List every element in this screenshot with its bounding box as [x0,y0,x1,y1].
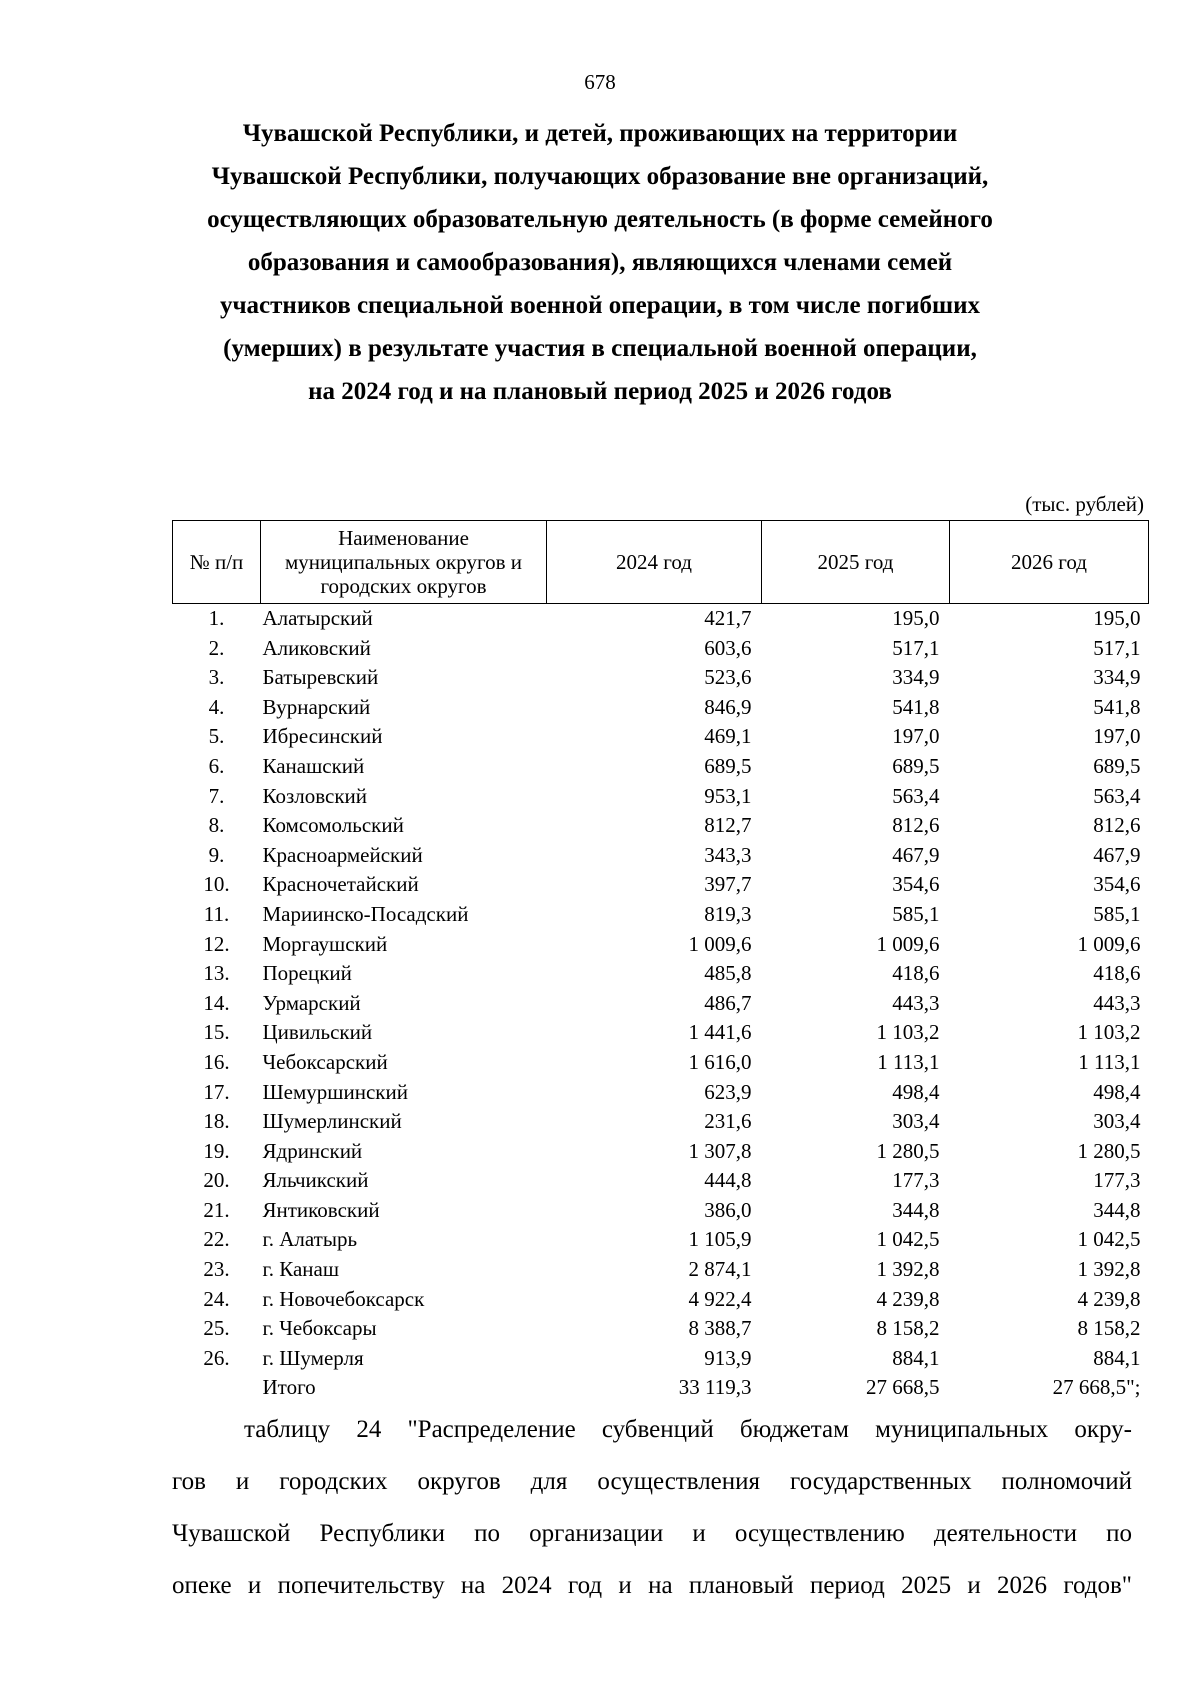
row-value-2026: 177,3 [1093,1168,1141,1193]
units-label: (тыс. рублей) [1025,492,1144,516]
row-value-2026: 585,1 [1093,901,1141,926]
row-name: Красночетайский [262,872,419,897]
row-value-2025: 197,0 [892,724,940,749]
row-value-2024: 812,7 [704,813,752,838]
row-value-2026: 1 113,1 [1078,1049,1141,1074]
row-number: 18. [203,1109,230,1134]
row-name: Козловский [262,783,368,808]
row-name: Шемуршинский [262,1079,408,1104]
row-name: Алатырский [262,606,373,630]
row-value-2025: 1 042,5 [876,1227,940,1252]
row-number: 1. [208,606,225,630]
row-number: 15. [203,1020,230,1045]
row-number: 21. [203,1197,230,1222]
row-number: 10. [203,872,230,897]
table-row [173,1285,1149,1315]
row-value-2025: 1 280,5 [876,1138,940,1163]
row-value-2026: 8 158,2 [1077,1316,1141,1341]
table-row [173,782,1149,812]
row-name: Чебоксарский [262,1049,388,1074]
row-value-2026: 197,0 [1093,724,1141,749]
header-2026: 2026 год [950,521,1149,604]
table-row [173,870,1149,900]
table-row [173,1018,1149,1048]
row-value-2025: 334,9 [892,665,940,690]
row-name: Ядринский [262,1138,363,1163]
row-value-2026: 195,0 [1093,606,1141,630]
row-value-2025: 418,6 [892,961,940,986]
row-value-2025: 1 392,8 [876,1257,940,1282]
row-number: 20. [203,1168,230,1193]
row-value-2024: 386,0 [704,1197,752,1222]
row-name: Красноармейский [262,842,423,867]
table-row [173,604,1149,634]
row-number: 13. [203,961,230,986]
row-value-2026: 1 103,2 [1077,1020,1141,1045]
row-value-2025: 1 103,2 [876,1020,940,1045]
header-2024: 2024 год [547,521,762,604]
total-row [173,1373,1149,1403]
row-value-2025: 467,9 [892,842,940,867]
row-number: 5. [208,724,225,749]
row-value-2025: 498,4 [892,1079,940,1104]
heading-line: Чувашской Республики, получающих образование вне организаций, [211,163,989,190]
row-name: Цивильский [262,1020,373,1045]
table-row [173,752,1149,782]
table-row [173,1225,1149,1255]
row-value-2024: 523,6 [704,665,752,690]
row-name: Комсомольский [262,813,404,838]
table-header-row [173,521,1149,604]
row-value-2024: 1 009,6 [688,931,752,956]
row-value-2026: 354,6 [1093,872,1141,897]
row-number: 16. [203,1049,230,1074]
row-value-2024: 623,9 [704,1079,752,1104]
row-value-2024: 343,3 [704,842,752,867]
heading-line: Чувашской Республики, и детей, проживающих на территории [242,120,958,147]
row-value-2024: 603,6 [704,635,752,660]
row-value-2024: 231,6 [704,1109,752,1134]
row-value-2025: 8 158,2 [876,1316,940,1341]
row-name: Янтиковский [262,1197,380,1222]
row-value-2026: 303,4 [1093,1109,1141,1134]
header-2025: 2025 год [762,521,950,604]
row-value-2026: 517,1 [1093,635,1141,660]
row-name: Мариинско-Посадский [262,901,469,926]
paragraph-line: опеке и попечительству на 2024 год и на плановый период 2025 и 2026 годов" [172,1572,1132,1599]
row-name: г. Чебоксары [262,1316,377,1341]
row-value-2026: 1 009,6 [1077,931,1141,956]
row-number: 3. [208,665,225,690]
row-number: 4. [208,694,225,719]
row-value-2024: 486,7 [704,990,752,1015]
row-value-2025: 177,3 [892,1168,940,1193]
row-number: 24. [203,1286,230,1311]
row-value-2026: 418,6 [1093,961,1141,986]
table-row [173,930,1149,960]
table-row [173,693,1149,723]
total-value-2026: 27 668,5"; [1052,1375,1141,1400]
table-row [173,900,1149,930]
row-number: 12. [203,931,230,956]
row-number: 7. [208,783,225,808]
row-value-2024: 2 874,1 [688,1257,752,1282]
row-value-2026: 334,9 [1093,665,1141,690]
page-number: 678 [584,70,616,94]
row-value-2025: 812,6 [892,813,940,838]
heading-line: на 2024 год и на плановый период 2025 и 2026 годов [308,378,892,405]
table-row [173,722,1149,752]
row-number: 2. [208,635,225,660]
table-row [173,1344,1149,1374]
row-value-2026: 884,1 [1093,1345,1141,1370]
table-row [173,1166,1149,1196]
subvention-table [172,520,1149,1403]
row-number: 22. [203,1227,230,1252]
heading-line: осуществляющих образовательную деятельность (в форме семейного [207,206,993,233]
row-value-2026: 1 042,5 [1077,1227,1141,1252]
table-row [173,1078,1149,1108]
table-row [173,634,1149,664]
row-number: 26. [203,1345,230,1370]
heading-line: образования и самообразования), являющихся членами семей [247,249,953,276]
row-name: Моргаушский [262,931,388,956]
row-value-2024: 8 388,7 [688,1316,752,1341]
row-number: 9. [208,842,225,867]
row-value-2026: 467,9 [1093,842,1141,867]
row-value-2026: 812,6 [1093,813,1141,838]
row-value-2025: 884,1 [892,1345,940,1370]
row-value-2026: 1 392,8 [1077,1257,1141,1282]
row-value-2024: 689,5 [704,753,752,778]
table-heading [150,112,1050,413]
row-value-2026: 1 280,5 [1077,1138,1141,1163]
row-name: г. Новочебоксарск [262,1286,425,1311]
row-number: 25. [203,1316,230,1341]
row-name: Яльчикский [262,1168,369,1193]
row-value-2026: 4 239,8 [1077,1286,1141,1311]
table-row [173,663,1149,693]
row-value-2024: 485,8 [704,961,752,986]
row-value-2026: 344,8 [1093,1197,1141,1222]
row-value-2026: 689,5 [1093,753,1141,778]
table-row [173,1137,1149,1167]
row-name: Аликовский [262,635,371,660]
table-row [173,1048,1149,1078]
table-row [173,841,1149,871]
row-value-2024: 913,9 [704,1345,752,1370]
total-number [173,1373,261,1403]
row-name: г. Шумерля [262,1345,364,1370]
row-name: г. Канаш [262,1257,340,1282]
row-number: 11. [203,901,230,926]
row-number: 14. [203,990,230,1015]
row-name: Канашский [262,753,365,778]
table-row [173,1314,1149,1344]
row-number: 23. [203,1257,230,1282]
row-name: г. Алатырь [262,1227,358,1252]
row-value-2024: 444,8 [704,1168,752,1193]
row-value-2024: 1 441,6 [688,1020,752,1045]
continuation-paragraph [172,1404,1132,1612]
row-value-2024: 1 105,9 [688,1227,752,1252]
row-name: Шумерлинский [262,1109,402,1134]
row-value-2025: 443,3 [892,990,940,1015]
row-value-2025: 541,8 [892,694,940,719]
heading-line: участников специальной военной операции, в том числе погибших [219,292,981,319]
row-number: 19. [203,1138,230,1163]
row-value-2025: 354,6 [892,872,940,897]
total-value-2025: 27 668,5 [866,1375,940,1400]
paragraph-line: таблицу 24 "Распределение субвенций бюджетам муниципальных окру- [244,1416,1132,1443]
row-value-2024: 4 922,4 [688,1286,752,1311]
row-number: 8. [208,813,225,838]
row-value-2025: 689,5 [892,753,940,778]
row-value-2025: 195,0 [892,606,940,630]
table-row [173,1196,1149,1226]
row-value-2024: 953,1 [704,783,752,808]
table-row [173,1255,1149,1285]
header-num: № п/п [173,521,261,604]
row-value-2024: 1 307,8 [688,1138,752,1163]
row-name: Вурнарский [262,694,371,719]
row-value-2026: 498,4 [1093,1079,1141,1104]
header-name: Наименование муниципальных округов и городских округов [261,521,547,604]
row-value-2025: 344,8 [892,1197,940,1222]
row-value-2025: 1 009,6 [876,931,940,956]
table-row [173,959,1149,989]
row-name: Порецкий [262,961,352,986]
heading-line: (умерших) в результате участия в специальной военной операции, [223,335,977,362]
total-label: Итого [262,1375,316,1400]
row-value-2025: 517,1 [892,635,940,660]
row-value-2026: 443,3 [1093,990,1141,1015]
row-value-2024: 397,7 [704,872,752,897]
row-value-2025: 1 113,1 [877,1049,940,1074]
paragraph-line: гов и городских округов для осуществления государственных полномочий [172,1468,1132,1495]
row-name: Батыревский [262,665,379,690]
row-value-2025: 4 239,8 [876,1286,940,1311]
row-value-2026: 563,4 [1093,783,1141,808]
row-number: 6. [208,753,225,778]
table-row [173,1107,1149,1137]
row-value-2024: 421,7 [704,606,752,630]
row-name: Урмарский [262,990,361,1015]
row-name: Ибресинский [262,724,383,749]
row-value-2024: 1 616,0 [688,1049,752,1074]
row-value-2026: 541,8 [1093,694,1141,719]
row-value-2025: 563,4 [892,783,940,808]
row-value-2024: 846,9 [704,694,752,719]
paragraph-line: Чувашской Республики по организации и осуществлению деятельности по [172,1520,1132,1547]
row-value-2025: 303,4 [892,1109,940,1134]
row-value-2024: 469,1 [704,724,752,749]
total-value-2024: 33 119,3 [678,1375,752,1400]
row-value-2024: 819,3 [704,901,752,926]
row-value-2025: 585,1 [892,901,940,926]
table-row [173,811,1149,841]
table-row [173,989,1149,1019]
row-number: 17. [203,1079,230,1104]
